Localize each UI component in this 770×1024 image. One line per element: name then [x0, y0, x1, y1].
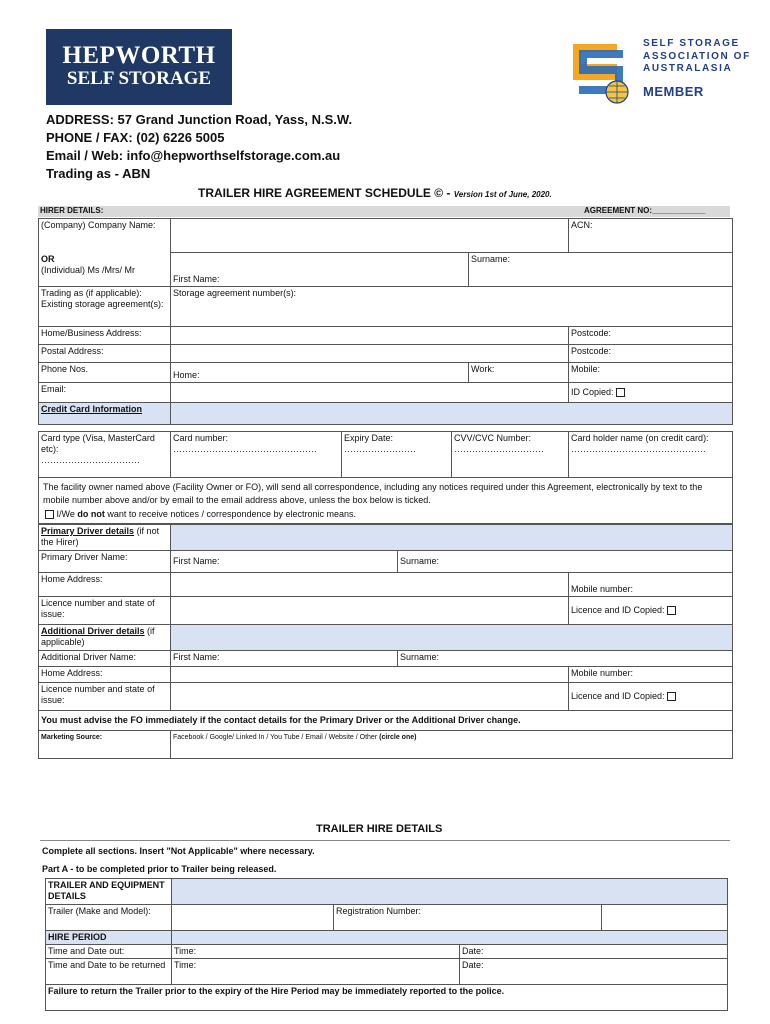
work-phone-label: Work: [471, 364, 495, 374]
primary-licence-label: Licence number and state of issue: [39, 597, 171, 625]
additional-licence-input[interactable] [171, 683, 569, 711]
primary-surname-label: Surname: [400, 556, 440, 566]
trailer-make-label: Trailer (Make and Model): [46, 905, 172, 931]
additional-home-address-input[interactable] [171, 667, 569, 683]
marketing-options[interactable] [171, 731, 733, 759]
additional-surname-field[interactable] [398, 651, 733, 667]
card-type-dots: …………………………… [41, 455, 140, 465]
cvv-dots: ………………………… [454, 444, 544, 454]
phone-label: Phone Nos. [39, 363, 171, 383]
hirer-header-bar [38, 206, 730, 217]
ssaa-emblem-icon [565, 34, 635, 110]
trading-existing-label [39, 287, 171, 327]
additional-home-address-label: Home Address: [39, 667, 171, 683]
hepworth-logo [46, 29, 232, 105]
title-main: TRAILER HIRE AGREEMENT SCHEDULE © - [198, 186, 454, 200]
hirer-details-label: HIRER DETAILS: [40, 206, 104, 215]
company-label: (Company) Company Name: [39, 219, 171, 253]
optout-pre: I/We [56, 509, 75, 519]
storage-number-field[interactable] [171, 287, 733, 327]
return-label: Time and Date to be returned [46, 959, 172, 985]
mobile-field[interactable] [569, 363, 733, 383]
ssaa-member-logo [565, 34, 765, 110]
additional-heading-note: (if applicable) [41, 626, 155, 647]
primary-licence-copied-field [569, 597, 733, 625]
acn-label: ACN: [571, 220, 593, 230]
registration-label: Registration Number: [336, 906, 422, 916]
card-type-label: Card type (Visa, MasterCard etc): [41, 433, 155, 454]
trailer-details-table [45, 878, 728, 1011]
primary-licence-checkbox[interactable] [667, 606, 676, 615]
card-type-field[interactable] [39, 432, 171, 478]
trading-label: Trading as (if applicable): [41, 288, 142, 298]
card-number-dots: ………………………………………… [173, 444, 317, 454]
primary-home-address-label: Home Address: [39, 573, 171, 597]
storage-number-label: Storage agreement number(s): [173, 288, 297, 298]
optout-bold: do not [77, 509, 105, 519]
email-line: Email / Web: info@hepworthselfstorage.com.au [46, 148, 341, 163]
instructions-line2: Part A - to be completed prior to Trailer being released. [42, 864, 277, 874]
time-out-field[interactable] [172, 945, 460, 959]
failure-notice: Failure to return the Trailer prior to the expiry of the Hire Period may be immediately reported to the police. [46, 985, 728, 1011]
primary-licence-copied-label: Licence and ID Copied: [571, 605, 665, 615]
acn-field[interactable] [569, 219, 733, 253]
mobile-label: Mobile: [571, 364, 601, 374]
hire-period-heading: HIRE PERIOD [46, 931, 172, 945]
agreement-no-label: AGREEMENT NO:____________ [584, 206, 706, 215]
additional-licence-copied-label: Licence and ID Copied: [571, 691, 665, 701]
additional-mobile-label: Mobile number: [571, 668, 634, 678]
optout-checkbox[interactable] [45, 510, 54, 519]
or-label: OR [41, 253, 55, 264]
electronic-notice [39, 478, 733, 524]
credit-card-table [38, 431, 733, 524]
id-copied-checkbox[interactable] [616, 388, 625, 397]
primary-home-address-input[interactable] [171, 573, 569, 597]
date-out-field[interactable] [460, 945, 728, 959]
home-phone-label: Home: [173, 370, 200, 380]
primary-heading-text: Primary Driver details [41, 526, 135, 536]
primary-first-name-label: First Name: [173, 556, 220, 566]
work-phone-field[interactable] [469, 363, 569, 383]
optout-post: want to receive notices / correspondence by electronic means. [107, 509, 357, 519]
return-date-label: Date: [462, 960, 484, 970]
additional-name-label: Additional Driver Name: [39, 651, 171, 667]
expiry-dots: …………………… [344, 444, 416, 454]
individual-label [39, 253, 171, 287]
additional-heading [39, 625, 171, 651]
registration-extra[interactable] [602, 905, 728, 931]
primary-name-label: Primary Driver Name: [39, 551, 171, 573]
card-number-label: Card number: [173, 433, 229, 443]
primary-surname-field[interactable] [398, 551, 733, 573]
contact-block [46, 111, 352, 183]
card-number-field[interactable] [171, 432, 342, 478]
marketing-options-text: Facebook / Google/ Linked In / You Tube / Email / Website / Other [173, 734, 380, 741]
trailer-make-input[interactable] [172, 905, 334, 931]
title-version: Version 1st of June, 2020. [453, 190, 552, 199]
hirer-details-table [38, 218, 733, 425]
driver-table [38, 524, 733, 759]
ssaa-line3: AUSTRALASIA [643, 63, 733, 74]
home-phone-field[interactable] [171, 363, 469, 383]
individual-text: (Individual) Ms /Mrs/ Mr [41, 264, 136, 275]
card-holder-dots: ……………………………………… [571, 444, 706, 454]
additional-surname-label: Surname: [400, 652, 440, 662]
home-address-input[interactable] [171, 327, 569, 345]
additional-licence-copied-field [569, 683, 733, 711]
optout-line [43, 509, 728, 520]
primary-licence-input[interactable] [171, 597, 569, 625]
surname-field[interactable] [469, 253, 733, 287]
additional-first-name-label: First Name: [173, 652, 220, 662]
surname-label: Surname: [471, 254, 511, 264]
logo-line2: SELF STORAGE [66, 68, 212, 89]
ssaa-line1: SELF STORAGE [643, 38, 740, 49]
trading-line: Trading as - ABN [46, 166, 151, 181]
return-time-label: Time: [174, 960, 197, 970]
logo-line1: HEPWORTH [62, 42, 216, 69]
phone-line: PHONE / FAX: (02) 6226 5005 [46, 130, 225, 145]
home-address-label: Home/Business Address: [39, 327, 171, 345]
card-holder-label: Card holder name (on credit card): [571, 433, 709, 443]
notice-text: The facility owner named above (Facility Owner or FO), will send all correspondence, including any notices required under this Agreement, electronically by text to the mobile number above and/or by email to the email address above, unless the box below is ticked. [43, 482, 703, 505]
time-out-label: Time and Date out: [46, 945, 172, 959]
credit-card-heading: Credit Card Information [39, 403, 171, 425]
postcode2-label: Postcode: [571, 346, 612, 356]
advise-notice: You must advise the FO immediately if the contact details for the Primary Driver or the Additional Driver change. [39, 711, 733, 731]
equipment-heading: TRAILER AND EQUIPMENT DETAILS [46, 879, 172, 905]
first-name-label: First Name: [173, 274, 220, 284]
additional-licence-checkbox[interactable] [667, 692, 676, 701]
postal-address-label: Postal Address: [39, 345, 171, 363]
member-label: MEMBER [643, 84, 704, 99]
return-date-field[interactable] [460, 959, 728, 985]
trailer-hire-title: TRAILER HIRE DETAILS [316, 823, 443, 835]
address-line: ADDRESS: 57 Grand Junction Road, Yass, N.S.W. [46, 112, 353, 127]
id-copied-label: ID Copied: [571, 387, 614, 397]
expiry-field[interactable] [342, 432, 452, 478]
postcode-label: Postcode: [571, 328, 612, 338]
additional-first-name-field[interactable] [171, 651, 398, 667]
time-out-time-label: Time: [174, 946, 197, 956]
primary-heading-note: (if not the Hirer) [41, 526, 160, 547]
additional-mobile-field[interactable] [569, 667, 733, 683]
postal-address-input[interactable] [171, 345, 569, 363]
primary-heading [39, 525, 171, 551]
instructions-line1: Complete all sections. Insert "Not Applicable" where necessary. [42, 846, 315, 856]
email-input[interactable] [171, 383, 569, 403]
postcode2-field[interactable] [569, 345, 733, 363]
registration-field[interactable] [334, 905, 602, 931]
card-holder-field[interactable] [569, 432, 733, 478]
date-out-label: Date: [462, 946, 484, 956]
postcode-field[interactable] [569, 327, 733, 345]
primary-first-name-field[interactable] [171, 551, 398, 573]
additional-licence-label: Licence number and state of issue: [39, 683, 171, 711]
expiry-label: Expiry Date: [344, 433, 394, 443]
marketing-label: Marketing Source: [39, 731, 171, 759]
return-time-field[interactable] [172, 959, 460, 985]
primary-mobile-label: Mobile number: [571, 584, 634, 594]
page-title [198, 186, 552, 200]
company-input[interactable] [171, 219, 569, 253]
email-label: Email: [39, 383, 171, 403]
first-name-field[interactable] [171, 253, 469, 287]
cvv-field[interactable] [452, 432, 569, 478]
additional-heading-text: Additional Driver details [41, 626, 145, 636]
primary-mobile-field[interactable] [569, 573, 733, 597]
existing-label: Existing storage agreement(s): [41, 299, 164, 309]
marketing-circle-note: (circle one) [379, 734, 417, 741]
id-copied-field [569, 383, 733, 403]
ssaa-text [643, 38, 751, 76]
section-divider [40, 840, 730, 841]
ssaa-line2: ASSOCIATION OF [643, 50, 751, 62]
cvv-label: CVV/CVC Number: [454, 433, 532, 443]
